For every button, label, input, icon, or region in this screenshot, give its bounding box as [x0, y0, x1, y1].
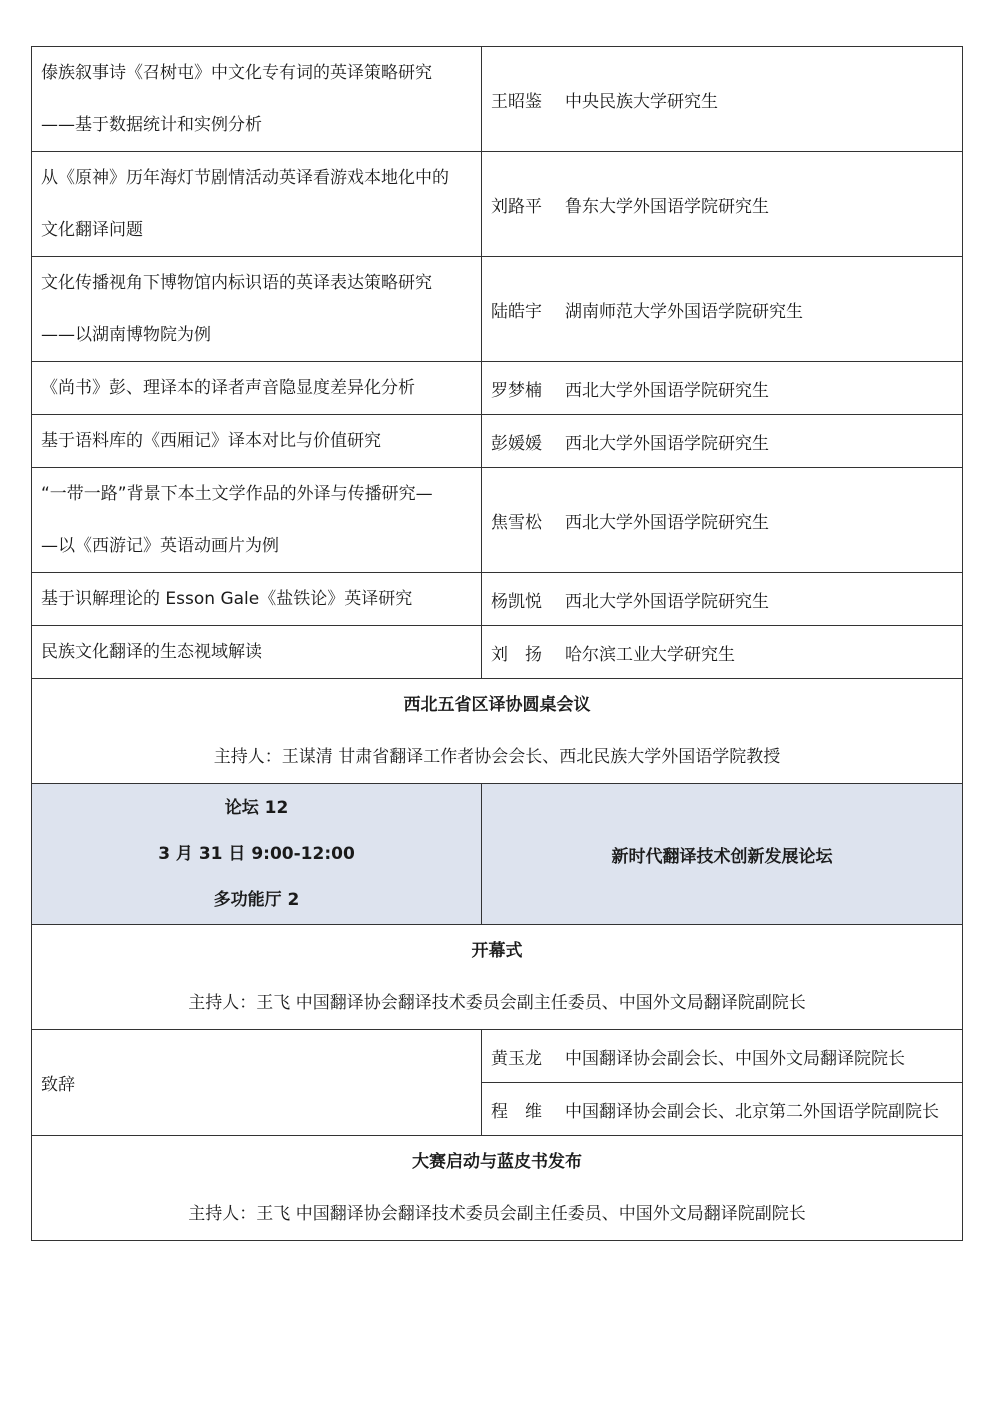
- presenter-name: 罗梦楠: [491, 380, 542, 401]
- presenter-affiliation: 西北大学外国语学院研究生: [565, 591, 769, 612]
- speaker-affiliation: 中国翻译协会副会长、中国外文局翻译院院长: [565, 1048, 905, 1069]
- presenter: [482, 152, 963, 257]
- speech-label: 致辞: [32, 1030, 482, 1136]
- opening-row: [32, 925, 963, 1030]
- presenter: [482, 47, 963, 152]
- paper-title: [32, 415, 482, 468]
- presenter-affiliation: 湖南师范大学外国语学院研究生: [565, 301, 803, 322]
- speaker: [482, 1083, 963, 1136]
- launch-row: [32, 1136, 963, 1241]
- roundtable-title: 西北五省区译协圆桌会议: [403, 695, 591, 715]
- table-row: [32, 152, 963, 257]
- presenter-affiliation: 哈尔滨工业大学研究生: [565, 644, 735, 665]
- presenter: [482, 415, 963, 468]
- opening-title: 开幕式: [471, 941, 523, 961]
- presenter-name: 彭媛媛: [491, 433, 542, 454]
- table-row: [32, 257, 963, 362]
- schedule-table: [31, 46, 963, 1241]
- paper-title-line: 基于识解理论的 Esson Gale《盐铁论》英译研究: [41, 589, 413, 609]
- table-row: [32, 362, 963, 415]
- paper-title: [32, 47, 482, 152]
- roundtable-section: [32, 679, 963, 784]
- table-row: [32, 47, 963, 152]
- opening-host: 主持人：王飞 中国翻译协会翻译技术委员会副主任委员、中国外文局翻译院副院长: [188, 993, 806, 1013]
- paper-title-line: 民族文化翻译的生态视域解读: [41, 642, 262, 662]
- paper-title-line: 从《原神》历年海灯节剧情活动英译看游戏本地化中的: [41, 168, 449, 188]
- launch-section: [32, 1136, 963, 1241]
- paper-title: [32, 468, 482, 573]
- presenter: [482, 257, 963, 362]
- speech-row: [32, 1030, 963, 1083]
- table-row: [32, 626, 963, 679]
- paper-title: [32, 573, 482, 626]
- paper-title-line: 基于语料库的《西厢记》译本对比与价值研究: [41, 431, 381, 451]
- presenter-affiliation: 西北大学外国语学院研究生: [565, 433, 769, 454]
- speaker-name: 黄玉龙: [491, 1048, 542, 1069]
- launch-host: 主持人：王飞 中国翻译协会翻译技术委员会副主任委员、中国外文局翻译院副院长: [188, 1204, 806, 1224]
- speaker: [482, 1030, 963, 1083]
- forum-venue: 多功能厅 2: [213, 890, 300, 910]
- paper-title-line: 文化传播视角下博物馆内标识语的英译表达策略研究: [41, 273, 432, 293]
- table-row: [32, 573, 963, 626]
- paper-title: [32, 257, 482, 362]
- roundtable-row: [32, 679, 963, 784]
- forum-number: 论坛 12: [224, 798, 289, 818]
- presenter: [482, 362, 963, 415]
- table-row: [32, 415, 963, 468]
- presenter-affiliation: 中央民族大学研究生: [565, 91, 718, 112]
- paper-title-line: ——以湖南博物院为例: [41, 325, 211, 345]
- paper-title-line: 文化翻译问题: [41, 220, 143, 240]
- paper-title: [32, 152, 482, 257]
- paper-title-line: 《尚书》彭、理译本的译者声音隐显度差异化分析: [41, 378, 415, 398]
- forum-header-row: [32, 784, 963, 925]
- roundtable-host: 主持人：王谋清 甘肃省翻译工作者协会会长、西北民族大学外国语学院教授: [213, 747, 781, 767]
- presenter-name: 焦雪松: [491, 512, 542, 533]
- speaker-name: 程 维: [491, 1101, 542, 1122]
- paper-title: [32, 626, 482, 679]
- presenter-name: 陆皓宇: [491, 301, 542, 322]
- paper-title-line: “一带一路”背景下本土文学作品的外译与传播研究—: [41, 484, 433, 504]
- presenter: [482, 468, 963, 573]
- presenter-affiliation: 西北大学外国语学院研究生: [565, 512, 769, 533]
- presenter-name: 王昭鉴: [491, 91, 542, 112]
- presenter-affiliation: 西北大学外国语学院研究生: [565, 380, 769, 401]
- forum-datetime: 3 月 31 日 9:00-12:00: [158, 844, 355, 864]
- forum-title: 新时代翻译技术创新发展论坛: [482, 784, 963, 925]
- launch-title: 大赛启动与蓝皮书发布: [412, 1152, 582, 1172]
- presenter: [482, 573, 963, 626]
- opening-section: [32, 925, 963, 1030]
- paper-title-line: 傣族叙事诗《召树屯》中文化专有词的英译策略研究: [41, 63, 432, 83]
- forum-info: [32, 784, 482, 925]
- presenter-name: 杨凯悦: [491, 591, 542, 612]
- presenter-affiliation: 鲁东大学外国语学院研究生: [565, 196, 769, 217]
- presenter-name: 刘路平: [491, 196, 542, 217]
- paper-title-line: ——基于数据统计和实例分析: [41, 115, 262, 135]
- paper-title-line: —以《西游记》英语动画片为例: [41, 536, 279, 556]
- presenter-name: 刘 扬: [491, 644, 542, 665]
- table-row: [32, 468, 963, 573]
- paper-title: [32, 362, 482, 415]
- speaker-affiliation: 中国翻译协会副会长、北京第二外国语学院副院长: [565, 1101, 939, 1122]
- presenter: [482, 626, 963, 679]
